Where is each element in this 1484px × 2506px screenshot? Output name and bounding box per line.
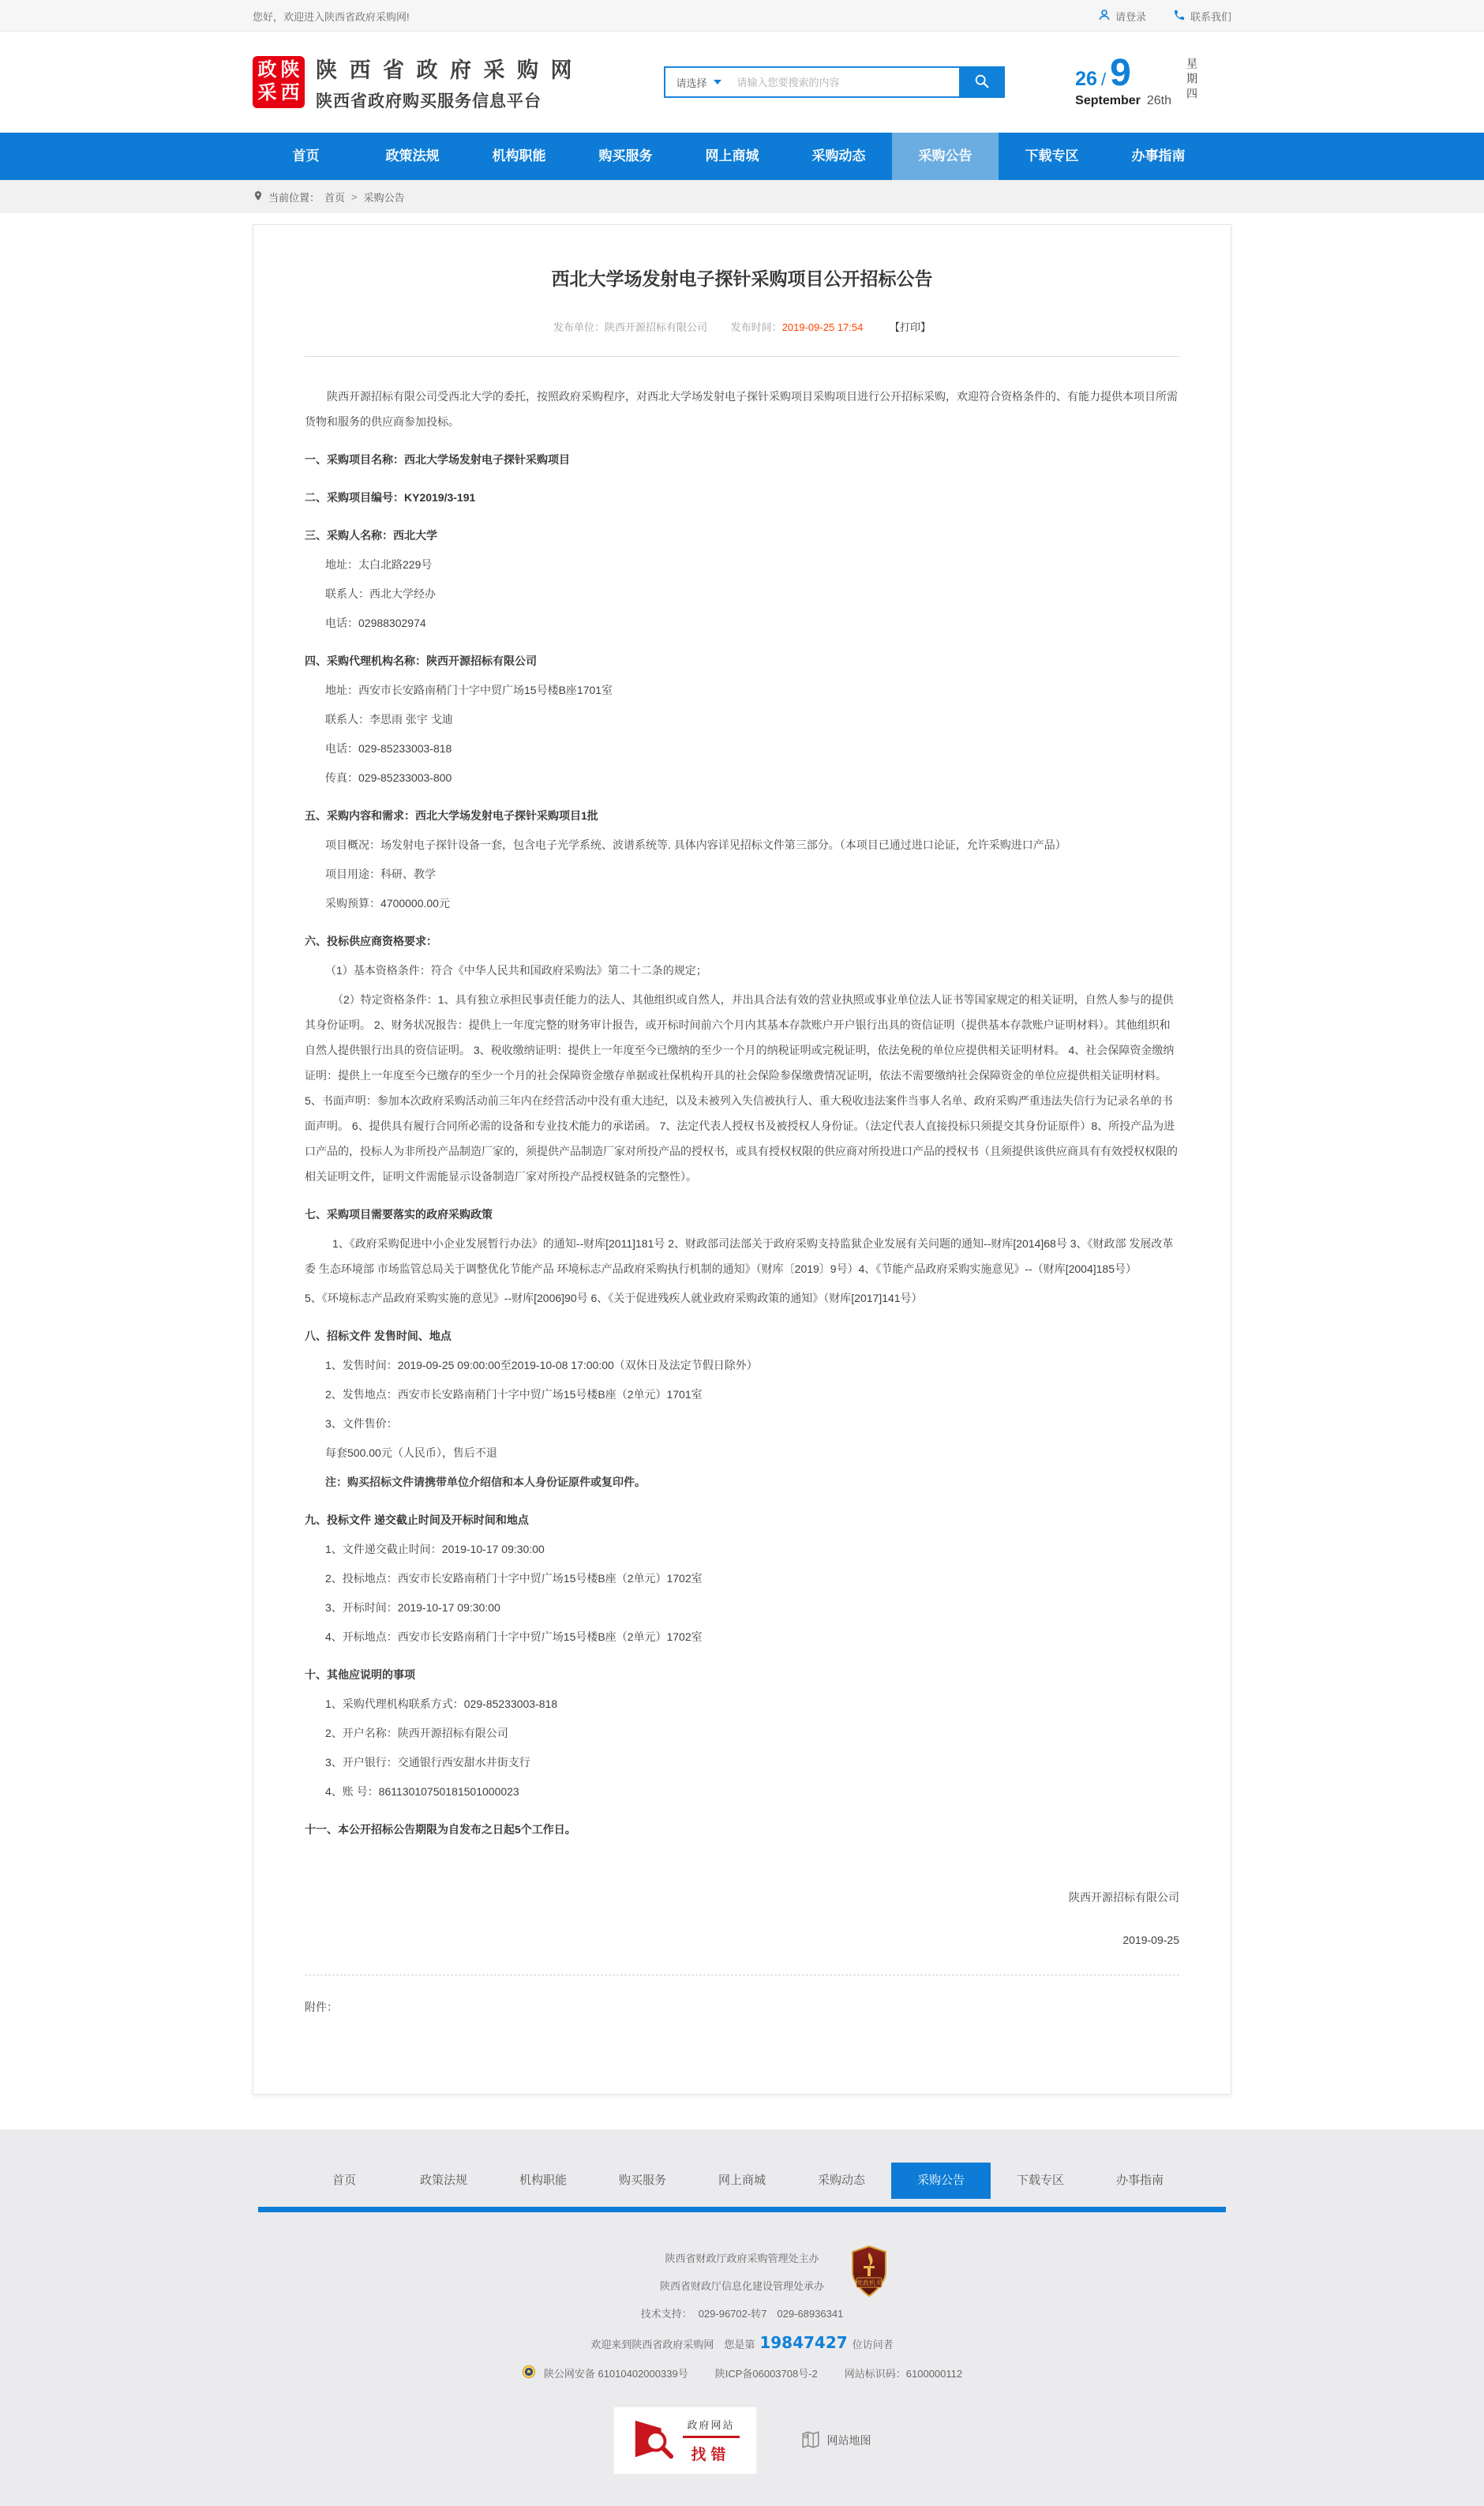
logo-char: 西 [280, 82, 300, 104]
party-gov-badge-icon [851, 2245, 887, 2300]
nav-item-购买服务[interactable]: 购买服务 [598, 148, 653, 163]
publisher-value: 陕西开源招标有限公司 [605, 321, 708, 333]
article-line: 九、投标文件 递交截止时间及开标时间和地点 [305, 1514, 529, 1526]
signature-block [305, 1889, 1179, 1946]
publish-time-label: 发布时间： [730, 321, 782, 333]
nav-item-政策法规[interactable]: 政策法规 [385, 148, 440, 163]
breadcrumb-home[interactable]: 首页 [324, 191, 346, 204]
article-line: （1）基本资格条件：符合《中华人民共和国政府采购法》第二十二条的规定； [325, 964, 707, 977]
nav-item-办事指南[interactable]: 办事指南 [1115, 2174, 1164, 2187]
search-category-label: 请选择 [676, 77, 707, 89]
location-pin-icon [253, 189, 264, 204]
article-meta [305, 319, 1179, 334]
site-title: 陕 西 省 政 府 采 购 网 [316, 58, 575, 82]
logo-char: 采 [257, 82, 277, 104]
article-line: 1、《政府采购促进中小企业发展暂行办法》的通知--财库[2011]181号 2、财政部司法部关于政府采购支持监狱企业发展有关问题的通知--财库[2014]68号 3、《财政部 发展改革委 生态环境部 市场监管总局关于调整优化节能产品 环境标志产品政府采购执行机制的通知》（财库〔2019〕9号）4、《节能产品政府采购实施意见》--（财库[2004]185号） [305, 1237, 1174, 1275]
article-line: 传真：029-85233003-800 [325, 771, 452, 784]
date-month-name: September [1075, 94, 1141, 107]
nav-item-采购公告[interactable]: 采购公告 [891, 2163, 991, 2199]
article-line: 联系人：李思雨 张宇 戈迪 [325, 713, 453, 726]
nav-item-网上商城[interactable]: 网上商城 [705, 148, 759, 163]
article-title: 西北大学场发射电子探针采购项目公开招标公告 [551, 268, 933, 289]
article-line: 2、投标地点：西安市长安路南稍门十字中贸广场15号楼B座（2单元）1702室 [325, 1572, 703, 1585]
article-line: 一、采购项目名称：西北大学场发射电子探针采购项目 [305, 453, 570, 466]
article-line: 4、开标地点：西安市长安路南稍门十字中贸广场15号楼B座（2单元）1702室 [325, 1630, 703, 1643]
nav-item-网上商城[interactable]: 网上商城 [718, 2174, 766, 2187]
site-header [0, 32, 1484, 133]
contact-label: 联系我们 [1190, 10, 1231, 23]
nav-item-机构职能[interactable]: 机构职能 [492, 148, 546, 163]
site-subtitle: 陕西省政府购买服务信息平台 [316, 92, 542, 111]
nav-item-办事指南[interactable]: 办事指南 [1131, 148, 1186, 163]
nav-item-采购动态[interactable]: 采购动态 [817, 2174, 865, 2187]
footer-info [253, 2250, 1231, 2381]
article-line: 二、采购项目编号：KY2019/3-191 [305, 491, 476, 504]
nav-item-首页[interactable]: 首页 [332, 2174, 356, 2187]
date-day: 26 [1075, 68, 1097, 90]
article-line: （2）特定资格条件：1、具有独立承担民事责任能力的法人、其他组织或自然人，并出具合法有效的营业执照或事业单位法人证书等国家规定的相关证明，自然人参与的提供其身份证明。 2、财务状况报告：提供上一年度完整的财务审计报告，或开标时间前六个月内其基本存款账户开户银行出具的资信证明（提供基本存款账户证明材料）。其他组织和自然人提供银行出具的资信证明。 3、税收缴纳证明：提供上一年度至今已缴纳的至少一个月的纳税证明或完税证明，依法免税的单位应提供相关证明材料。 4、社会保障资金缴纳证明：提供上一年度至今已缴存的至少一个月的社会保障资金缴存单据或社保机构开具的社会保险参保缴费情况证明，依法不需要缴纳社会保障资金的单位应提供相关证明材料。 5、书面声明：参加本次政府采购活动前三年内在经营活动中没有重大违纪，以及未被列入失信被执行人、重大税收违法案件当事人名单、政府采购严重违法失信行为记录名单的书面声明。 6、提供具有履行合同所必需的设备和专业技术能力的承诺函。 7、法定代表人授权书及被授权人身份证。（法定代表人直接投标只须提交其身份证原件）8、所投产品为进口产品的，投标人为非所投产品制造厂家的，须提供产品制造厂家对所投产品的授权书，或具有授权权限的供应商对所投进口产品的授权书（且须提供该供应商具有有效授权权限的相关证明文件，证明文件需能显示设备制造厂家对所投产品授权链条的完整性）。 [305, 993, 1178, 1183]
article-line: 七、采购项目需要落实的政府采购政策 [305, 1208, 493, 1221]
article-line: 1、采购代理机构联系方式：029-85233003-818 [325, 1698, 558, 1710]
article-line: 5、《环境标志产品政府采购实施的意见》--财库[2006]90号 6、《关于促进残疾人就业政府采购政策的通知》（财库[2017]141号） [305, 1292, 923, 1304]
search-category-select[interactable] [665, 75, 731, 90]
site-logo[interactable] [253, 56, 305, 108]
date-separator: / [1100, 69, 1107, 89]
article-line: 地址：太白北路229号 [325, 558, 433, 571]
nav-item-首页[interactable]: 首页 [292, 148, 320, 163]
site-code: 网站标识码：6100000112 [844, 2368, 963, 2380]
publish-time-value: 2019-09-25 17:54 [781, 321, 864, 333]
topbar [0, 0, 1484, 32]
chevron-down-icon [714, 80, 721, 84]
article-line: 六、投标供应商资格要求： [305, 935, 437, 947]
icp-beian[interactable]: 陕ICP备06003708号-2 [714, 2368, 818, 2380]
site-footer [0, 2129, 1484, 2506]
visitor-count: 19847427 [759, 2333, 848, 2352]
login-label: 请登录 [1115, 10, 1146, 23]
visitor-suffix: 位访问者 [852, 2339, 894, 2350]
article-line: 3、文件售价： [325, 1417, 398, 1430]
breadcrumb-current: 采购公告 [363, 191, 405, 204]
police-badge-icon [522, 2365, 536, 2381]
article-body [305, 384, 1179, 1842]
welcome-text: 您好，欢迎进入陕西省政府采购网! [253, 10, 410, 23]
article-line: 联系人：西北大学经办 [325, 587, 436, 600]
article-line: 十一、本公开招标公告期限为自发布之日起5个工作日。 [305, 1823, 576, 1836]
divider [305, 356, 1179, 357]
breadcrumb-prefix: 当前位置： [268, 191, 320, 204]
publisher-label: 发布单位： [553, 321, 605, 333]
nav-item-机构职能[interactable]: 机构职能 [519, 2174, 567, 2187]
beian-line [253, 2365, 1231, 2381]
article-line: 十、其他应说明的事项 [305, 1668, 415, 1681]
article-line: 1、发售时间：2019-09-25 09:00:00至2019-10-08 17:00:00（双休日及法定节假日除外） [325, 1359, 758, 1371]
article-line: 2、开户名称：陕西开源招标有限公司 [325, 1727, 508, 1739]
article-line: 4、账 号：86113010750181501000023 [325, 1785, 519, 1798]
date-widget [1075, 52, 1231, 108]
footer-nav [0, 2163, 1484, 2199]
visitor-prefix: 欢迎来到陕西省政府采购网 您是第 [590, 2339, 755, 2350]
find-error-top-label: 政府网站 [687, 2419, 735, 2431]
find-error-bottom-label: 找错 [691, 2447, 731, 2463]
logo-char: 陕 [280, 59, 300, 81]
article-line: 项目用途：科研、教学 [325, 868, 436, 880]
search-button[interactable] [959, 66, 1005, 98]
nav-item-采购动态[interactable]: 采购动态 [811, 148, 866, 163]
login-link[interactable] [1098, 9, 1146, 24]
gov-badge-text: 党政机关 [856, 2279, 882, 2287]
article-line: 八、招标文件 发售时间、地点 [305, 1330, 452, 1342]
article-line: 每套500.00元（人民币），售后不退 [325, 1446, 497, 1459]
contact-link[interactable] [1173, 9, 1231, 24]
article-line: 电话：029-85233003-818 [325, 742, 452, 755]
tech-support-phones: 029-96702-转7 029-68936341 [698, 2308, 844, 2320]
article-line: 注：购买招标文件请携带单位介绍信和本人身份证原件或复印件。 [325, 1476, 646, 1488]
map-icon [800, 2429, 821, 2452]
sitemap-label: 网站地图 [826, 2434, 871, 2447]
breadcrumb-separator: > [351, 190, 358, 203]
host-line-2: 陕西省财政厅信息化建设管理处承办 [659, 2280, 824, 2292]
breadcrumb-strip [0, 180, 1484, 213]
search-input[interactable] [731, 68, 961, 96]
logo-char: 政 [257, 59, 277, 81]
nav-item-政策法规[interactable]: 政策法规 [419, 2174, 467, 2187]
article-line: 五、采购内容和需求：西北大学场发射电子探针采购项目1批 [305, 809, 598, 822]
tech-support-line [253, 2305, 1231, 2320]
footer-accent-bar [258, 2207, 1226, 2212]
main-nav [0, 133, 1484, 180]
find-error-divider [683, 2436, 740, 2438]
article-line: 电话：02988302974 [325, 617, 426, 629]
article-line: 地址：西安市长安路南稍门十字中贸广场15号楼B座1701室 [325, 684, 613, 696]
signature-company: 陕西开源招标有限公司 [1069, 1891, 1179, 1904]
article-line: 三、采购人名称：西北大学 [305, 529, 437, 542]
tech-support-label: 技术支持： [640, 2308, 692, 2320]
host-line-1: 陕西省财政厅政府采购管理处主办 [665, 2253, 819, 2264]
flag-magnifier-icon [631, 2417, 675, 2465]
nav-item-采购公告[interactable]: 采购公告 [892, 133, 999, 180]
search-box [664, 66, 1005, 98]
sitemap-link[interactable] [800, 2429, 871, 2452]
search-icon [973, 73, 991, 92]
phone-icon [1173, 9, 1186, 24]
print-button[interactable]: 【打印】 [889, 321, 931, 333]
footer-bottom [0, 2407, 1484, 2474]
nav-item-购买服务[interactable]: 购买服务 [618, 2174, 666, 2187]
article-line: 四、采购代理机构名称：陕西开源招标有限公司 [305, 655, 537, 667]
gongan-beian[interactable]: 陕公网安备 61010402000339号 [543, 2368, 688, 2380]
article-line: 3、开标时间：2019-10-17 09:30:00 [325, 1601, 500, 1614]
article-line: 陕西开源招标有限公司受西北大学的委托，按照政府采购程序，对西北大学场发射电子探针采购项目采购项目进行公开招标采购，欢迎符合资格条件的、有能力提供本项目所需货物和服务的供应商参加投标。 [305, 390, 1178, 428]
signature-date: 2019-09-25 [1122, 1934, 1179, 1946]
nav-item-下载专区[interactable]: 下载专区 [1016, 2174, 1064, 2187]
announcement-card [253, 224, 1231, 2095]
brand [253, 53, 575, 112]
article-line: 3、开户银行：交通银行西安甜水井街支行 [325, 1756, 530, 1769]
visitor-counter-line [253, 2333, 1231, 2352]
find-error-badge[interactable] [613, 2407, 757, 2474]
attachment-label: 附件： [305, 2001, 338, 2013]
breadcrumb [253, 180, 1231, 213]
article-line: 1、文件递交截止时间：2019-10-17 09:30:00 [325, 1543, 545, 1555]
nav-item-下载专区[interactable]: 下载专区 [1025, 148, 1079, 163]
date-weekday: 星期四 [1186, 58, 1198, 103]
user-icon [1098, 9, 1111, 24]
date-day-ordinal: 26th [1146, 94, 1171, 107]
article-line: 2、发售地点：西安市长安路南稍门十字中贸广场15号楼B座（2单元）1701室 [325, 1388, 703, 1401]
article-line: 采购预算：4700000.00元 [325, 897, 450, 910]
page-body [0, 224, 1484, 2129]
article-line: 项目概况：场发射电子探针设备一套，包含电子光学系统、波谱系统等. 具体内容详见招标文件第三部分。（本项目已通过进口论证，允许采购进口产品） [325, 838, 1066, 851]
date-month-number: 9 [1110, 52, 1131, 94]
